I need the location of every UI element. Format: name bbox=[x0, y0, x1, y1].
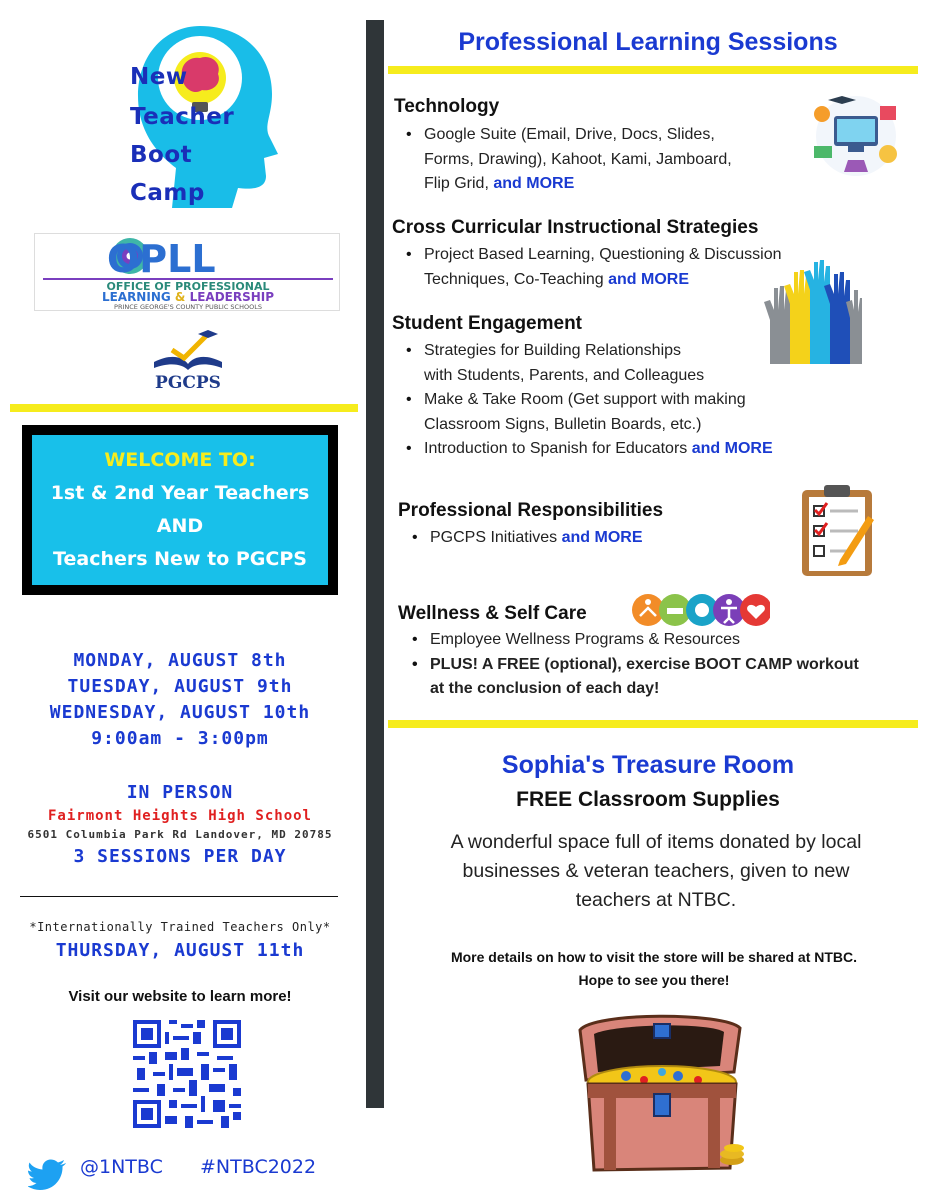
treasure-body-line3: teachers at NTBC. bbox=[575, 889, 737, 911]
welcome-line4: Teachers New to PGCPS bbox=[53, 548, 307, 570]
schedule-day1: MONDAY, AUGUST 8th bbox=[73, 650, 287, 671]
hashtag: #NTBC2022 bbox=[200, 1156, 317, 1178]
list-item bbox=[400, 388, 860, 437]
qr-code[interactable] bbox=[133, 1020, 241, 1128]
welcome-line1: WELCOME TO: bbox=[104, 449, 256, 471]
opll-acronym: OPLL bbox=[107, 237, 216, 281]
cross-item1-line2: Techniques, Co-Teaching bbox=[424, 270, 604, 288]
ntbc-word-boot bbox=[130, 142, 192, 168]
right-yellow-rule-top bbox=[388, 66, 918, 74]
opll-learning: LEARNING bbox=[101, 290, 171, 304]
wellness-item2-line2: at the conclusion of each day! bbox=[430, 680, 660, 697]
responsibilities-list bbox=[406, 526, 786, 551]
and-more: and MORE bbox=[691, 440, 773, 457]
technology-item1-line2: Forms, Drawing), Kahoot, Kami, Jamboard, bbox=[424, 150, 732, 168]
treasure-chest-icon bbox=[574, 1010, 750, 1180]
ntbc-word-teacher bbox=[130, 104, 234, 130]
schedule-day2: TUESDAY, AUGUST 9th bbox=[67, 676, 293, 697]
engagement-item1-line1: Strategies for Building Relationships bbox=[424, 342, 682, 359]
treasure-body bbox=[400, 828, 912, 915]
sessions-title: Professional Learning Sessions bbox=[458, 28, 838, 56]
and-more: and MORE bbox=[608, 270, 690, 288]
welcome-panel bbox=[32, 435, 328, 585]
welcome-line2: 1st & 2nd Year Teachers bbox=[50, 482, 310, 504]
left-yellow-rule bbox=[10, 404, 358, 412]
venue-block bbox=[0, 780, 360, 870]
schedule-venue: Fairmont Heights High School bbox=[47, 808, 312, 824]
cross-item1-line1: Project Based Learning, Questioning & Discussion bbox=[424, 246, 782, 263]
opll-logo bbox=[34, 233, 340, 311]
opll-line1: OFFICE OF PROFESSIONAL bbox=[106, 280, 270, 293]
technology-heading: Technology bbox=[394, 96, 500, 117]
list-item bbox=[400, 437, 860, 462]
ntbc-word-camp-text: Camp bbox=[130, 180, 205, 206]
opll-leadership: LEADERSHIP bbox=[189, 290, 275, 304]
treasure-subtitle: FREE Classroom Supplies bbox=[516, 788, 780, 811]
wellness-icons bbox=[630, 592, 770, 628]
column-divider bbox=[366, 20, 384, 1108]
wellness-item2-line1: PLUS! A FREE (optional), exercise BOOT CAMP workout bbox=[430, 655, 859, 673]
opll-amp: & bbox=[174, 290, 186, 304]
welcome-line3: AND bbox=[156, 515, 204, 537]
ntbc-word-new-text: New bbox=[130, 64, 188, 90]
schedule-day3: WEDNESDAY, AUGUST 10th bbox=[49, 702, 311, 723]
student-engagement-heading: Student Engagement bbox=[392, 313, 583, 334]
treasure-body-line2: businesses & veteran teachers, given to new bbox=[462, 860, 850, 882]
ntbc-word-teacher-text: Teacher bbox=[130, 104, 235, 130]
and-more: and MORE bbox=[561, 529, 643, 546]
list-item bbox=[406, 526, 786, 551]
list-item bbox=[406, 628, 916, 653]
responsibilities-heading: Professional Responsibilities bbox=[398, 500, 664, 521]
treasure-body-line1: A wonderful space full of items donated by local bbox=[450, 831, 862, 853]
opll-line3: PRINCE GEORGE'S COUNTY PUBLIC SCHOOLS bbox=[114, 303, 262, 311]
checklist-clipboard-icon bbox=[800, 482, 876, 578]
schedule-mode: IN PERSON bbox=[126, 782, 234, 803]
left-divider-line bbox=[20, 896, 338, 897]
right-yellow-rule-bottom bbox=[388, 720, 918, 728]
wellness-heading: Wellness & Self Care bbox=[398, 603, 587, 624]
pgcps-label: PGCPS bbox=[155, 373, 221, 393]
treasure-note-line1: More details on how to visit the store will be shared at NTBC. bbox=[450, 949, 858, 965]
engagement-item2-line1: Make & Take Room (Get support with making bbox=[424, 391, 746, 408]
student-engagement-list bbox=[400, 339, 860, 462]
treasure-title: Sophia's Treasure Room bbox=[501, 751, 795, 779]
schedule-time: 9:00am - 3:00pm bbox=[91, 728, 269, 749]
wellness-list bbox=[406, 628, 916, 702]
cross-curricular-heading: Cross Curricular Instructional Strategies bbox=[392, 217, 759, 238]
ntbc-word-boot-text: Boot bbox=[130, 142, 193, 168]
technology-list bbox=[400, 123, 800, 197]
schedule-address: 6501 Columbia Park Rd Landover, MD 20785 bbox=[27, 828, 333, 841]
opll-line2 bbox=[102, 290, 274, 304]
ntbc-word-new bbox=[130, 64, 188, 90]
international-date: THURSDAY, AUGUST 11th bbox=[55, 940, 305, 961]
and-more: and MORE bbox=[493, 175, 575, 192]
international-note: *Internationally Trained Teachers Only* bbox=[29, 920, 331, 934]
technology-collage-icon bbox=[808, 94, 904, 178]
technology-item1-line3: Flip Grid, bbox=[424, 175, 489, 192]
engagement-item2-line2: Classroom Signs, Bulletin Boards, etc.) bbox=[424, 415, 702, 433]
schedule-sessions: 3 SESSIONS PER DAY bbox=[73, 846, 287, 867]
twitter-icon[interactable] bbox=[28, 1158, 68, 1192]
welcome-box bbox=[22, 425, 338, 595]
ntbc-word-camp bbox=[130, 180, 205, 206]
schedule-dates bbox=[0, 648, 360, 752]
pgcps-logo bbox=[144, 328, 232, 394]
wellness-item1: Employee Wellness Programs & Resources bbox=[430, 631, 741, 648]
engagement-item1-line2: with Students, Parents, and Colleagues bbox=[424, 366, 705, 384]
list-item bbox=[400, 339, 860, 388]
technology-item1-line1: Google Suite (Email, Drive, Docs, Slides, bbox=[424, 126, 715, 143]
responsibilities-item1: PGCPS Initiatives bbox=[430, 529, 558, 546]
engagement-item3: Introduction to Spanish for Educators bbox=[424, 440, 688, 457]
twitter-handle[interactable]: @1NTBC bbox=[80, 1156, 163, 1178]
treasure-note bbox=[390, 946, 918, 992]
website-cta: Visit our website to learn more! bbox=[68, 988, 292, 1005]
list-item bbox=[406, 653, 916, 702]
list-item bbox=[400, 123, 800, 197]
treasure-note-line2: Hope to see you there! bbox=[578, 972, 730, 988]
